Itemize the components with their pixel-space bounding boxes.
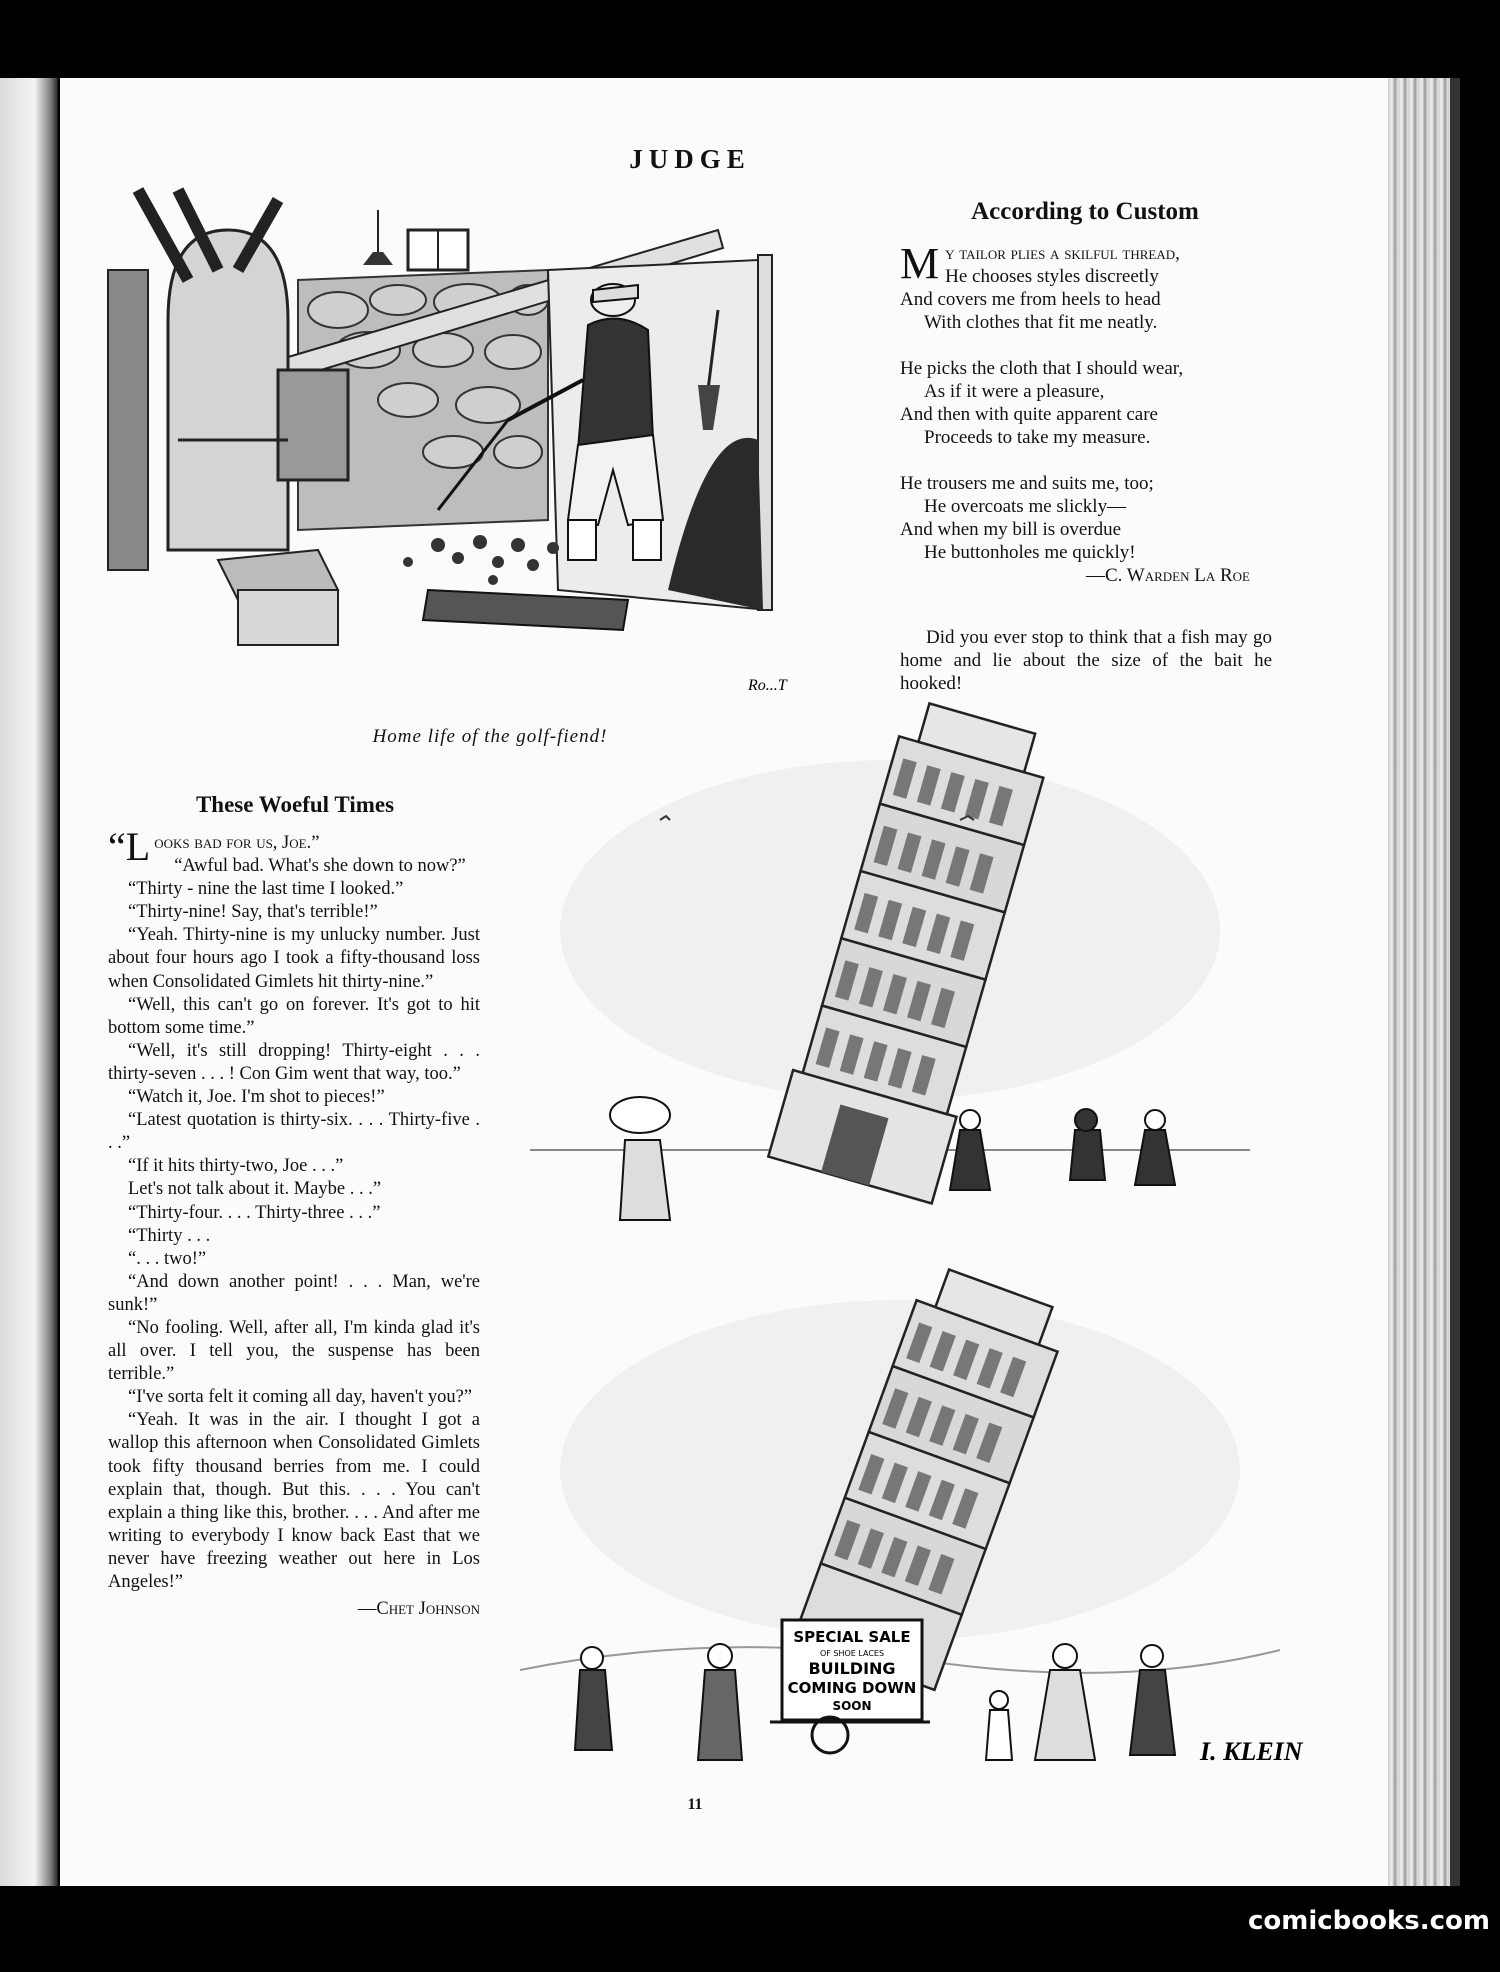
cartoon1-signature: Ro...T (748, 677, 787, 694)
sign-line-4: COMING DOWN (787, 1679, 917, 1697)
sign-line-3: BUILDING (808, 1659, 896, 1678)
story-paragraph: “Thirty-nine! Say, that's terrible!” (128, 902, 378, 923)
story-paragraph: “And down another point! . . . Man, we're sunk!” (108, 1271, 480, 1315)
story-paragraph: “I've sorta felt it coming all day, haven't you?” (128, 1387, 472, 1408)
fish-joke: Did you ever stop to think that a fish may go home and lie about the size of the bait he hooked! (900, 627, 1272, 694)
poem-line: And when my bill is overdue (900, 519, 1122, 540)
story-paragraph: “No fooling. Well, after all, I'm kinda glad it's all over. I tell you, the suspense has been terrible.” (108, 1317, 480, 1385)
story-title: These Woeful Times (195, 792, 395, 817)
site-watermark: comicbooks.com (1247, 1906, 1490, 1936)
poem-stanza (900, 357, 1280, 449)
poem-title: According to Custom (971, 198, 1199, 225)
woman-carrying-bundle (610, 1097, 670, 1220)
story-paragraph: “If it hits thirty-two, Joe . . .” (128, 1156, 344, 1177)
sign-line-5: SOON (832, 1699, 872, 1713)
poem-stanza (900, 472, 1280, 587)
story-signature: —Chet Johnson (357, 1599, 480, 1620)
story-paragraph: “Yeah. Thirty-nine is my unlucky number. Just about four hours ago I took a fifty-thousand loss when Consolidated Gimlets hit thirty-nine.” (108, 925, 480, 992)
story-paragraph: “Watch it, Joe. I'm shot to pieces!” (128, 1087, 385, 1108)
poem-line: He chooses styles discreetly (945, 266, 1159, 287)
sign-line-2: OF SHOE LACES (819, 1649, 885, 1658)
poem-line: He picks the cloth that I should wear, (900, 358, 1184, 379)
story-paragraph: “Latest quotation is thirty-six. . . . Thirty-five . . .” (108, 1110, 480, 1154)
story-paragraph: “Well, it's still dropping! Thirty-eight . . . thirty-seven . . . ! Con Gim went that way, too.” (108, 1040, 480, 1084)
poem-signature: —C. Warden La Roe (1085, 565, 1250, 586)
story-first-line: ooks bad for us, Joe.” (154, 833, 320, 853)
story-paragraph: “Thirty . . . (128, 1225, 211, 1246)
cartoon1-caption: Home life of the golf-fiend! (372, 726, 608, 747)
poem-line: He trousers me and suits me, too; (900, 473, 1154, 494)
poem-line: And covers me from heels to head (900, 289, 1161, 310)
story-paragraph: “Well, this can't go on forever. It's got to hit bottom some time.” (108, 994, 480, 1038)
story-paragraph: Let's not talk about it. Maybe . . .” (128, 1179, 382, 1200)
page-stack-edge (1388, 78, 1458, 1886)
leaning-tower-cartoon-top (530, 710, 1250, 1250)
poem-line: Proceeds to take my measure. (924, 427, 1151, 448)
story-paragraph: “Thirty - nine the last time I looked.” (128, 879, 404, 900)
story-body (108, 824, 480, 1621)
page-stack-shadow (1450, 78, 1460, 1886)
story-paragraph: “Yeah. It was in the air. I thought I got a wallop this afternoon when Consolidated Gimlets took fifty thousand berries from me. I could explain that, though. But this. . . . You can't explain a thing like this, brother. . . . And after me writing to everybody I know back East that we never have freezing weather out here in Los Angeles!” (108, 1410, 480, 1592)
story-paragraph: “Awful bad. What's she down to now?” (174, 856, 466, 877)
poem-line: With clothes that fit me neatly. (924, 312, 1158, 333)
magazine-header: JUDGE (629, 144, 751, 174)
poem-line: He overcoats me slickly— (924, 496, 1127, 517)
poem-line: y tailor plies a skilful thread, (945, 243, 1180, 264)
poem-line: As if it were a pleasure, (924, 381, 1105, 402)
story-paragraph: “Thirty-four. . . . Thirty-three . . .” (128, 1202, 381, 1223)
poem-line: And then with quite apparent care (900, 404, 1158, 425)
poem-dropcap: M (900, 239, 940, 288)
sign-line-1: SPECIAL SALE (793, 1628, 911, 1646)
leaning-tower-cartoon-bottom (520, 1250, 1303, 1790)
cartoon3-signature: I. KLEIN (1200, 1737, 1303, 1766)
golf-fiend-cartoon (108, 190, 848, 710)
story-dropcap: “L (108, 824, 151, 869)
page-number: 11 (687, 1796, 703, 1813)
previous-page-edge (0, 78, 58, 1886)
poem-line: He buttonholes me quickly! (924, 542, 1136, 563)
poem-stanza (900, 239, 1280, 334)
story-paragraph: “. . . two!” (128, 1248, 207, 1269)
poem-body (900, 239, 1280, 610)
